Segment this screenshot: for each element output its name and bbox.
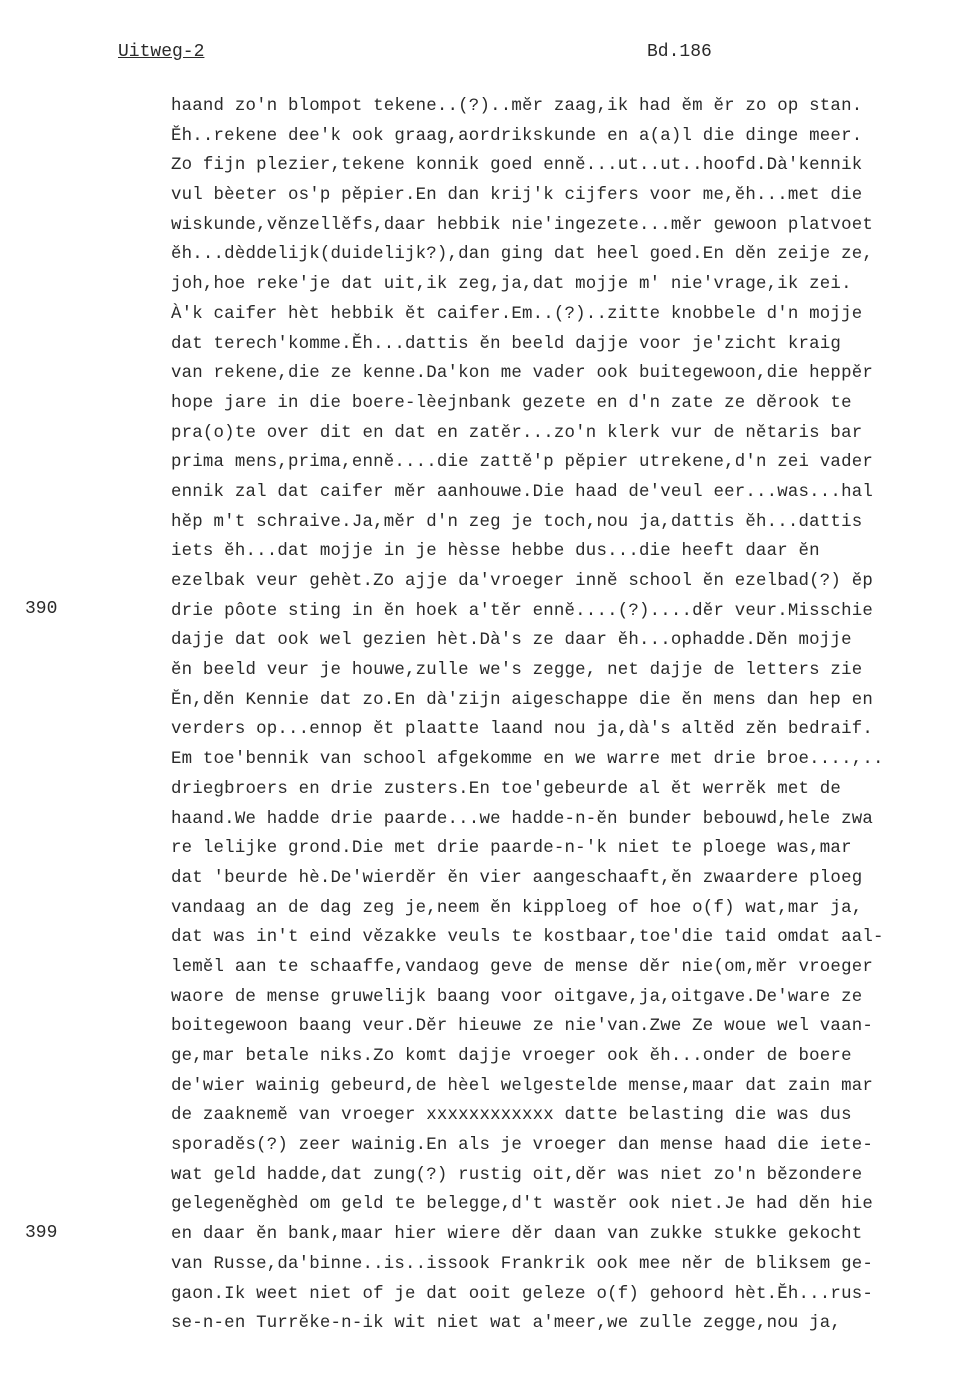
text-line: dat 'beurde hè.De'wierdĕr ĕn vier aangeschaaft,ĕn zwaardere ploeg: [171, 868, 863, 888]
text-line: dat terech'komme.Ĕh...dattis ĕn beeld dajje voor je'zicht kraig: [171, 334, 842, 354]
page-reference: Bd.186: [647, 42, 712, 62]
text-line: Zo fijn plezier,tekene konnik goed ennĕ...ut..ut..hoofd.Dà'kennik: [171, 156, 863, 176]
text-line: wat geld hadde,dat zung(?) rustig oit,dĕr was niet zo'n bĕzondere: [171, 1165, 863, 1185]
text-line: haand zo'n blompot tekene..(?)..mĕr zaag,ik had ĕm ĕr zo op stan.: [171, 97, 863, 116]
text-line: À'k caifer hèt hebbik ĕt caifer.Em..(?)..zitte knobbele d'n mojje: [171, 304, 863, 324]
text-line: joh,hoe reke'je dat uit,ik zeg,ja,dat mojje m' nie'vrage,ik zei.: [171, 275, 852, 295]
text-line: gelegenĕghèd om geld te belegge,d't wastĕr ook niet.Je had dĕn hie: [171, 1195, 873, 1215]
text-line: van Russe,da'binne..is..issook Frankrik ook mee nĕr de bliksem ge-: [171, 1254, 873, 1274]
text-line: lemĕl aan te schaaffe,vandaog geve de mense dĕr nie(om,mĕr vroeger: [171, 957, 873, 977]
text-line: verders op...ennop ĕt plaatte laand nou ja,dà's altĕd zĕn bedraif.: [171, 720, 873, 740]
text-line: boitegewoon baang veur.Dĕr hieuwe ze nie'van.Zwe Ze woue wel vaan-: [171, 1017, 873, 1037]
text-line: Ĕh..rekene dee'k ook graag,aordrikskunde en a(a)l die dinge meer.: [171, 126, 863, 146]
text-line: hĕp m't schraive.Ja,mĕr d'n zeg je toch,nou ja,dattis ĕh...dattis: [171, 512, 863, 532]
transcript-body: [171, 92, 973, 1339]
text-line: gaon.Ik weet niet of je dat ooit geleze o(f) gehoord hèt.Ĕh...rus-: [171, 1284, 873, 1304]
text-line: driegbroers en drie zusters.En toe'gebeurde al ĕt werrĕk met de: [171, 779, 842, 799]
text-line: ge,mar betale niks.Zo komt dajje vroeger ook ĕh...onder de boere: [171, 1047, 852, 1066]
margin-line-number: 390: [25, 598, 58, 619]
margin-line-number: 399: [25, 1222, 58, 1243]
text-line: en daar ĕn bank,maar hier wiere dĕr daan van zukke stukke gekocht: [171, 1225, 863, 1245]
text-line: van rekene,die ze kenne.Da'kon me vader ook buitegewoon,die heppĕr: [171, 364, 873, 384]
text-line: Ĕn,dĕn Kennie dat zo.En dà'zijn aigeschappe die ĕn mens dan hep en: [171, 690, 873, 710]
text-line: ĕh...dèddelijk(duidelijk?),dan ging dat heel goed.En dĕn zeije ze,: [171, 245, 873, 265]
text-line: Em toe'bennik van school afgekomme en we warre met drie broe....,..: [171, 750, 884, 770]
text-line: ĕn beeld veur je houwe,zulle we's zegge, net dajje de letters zie: [171, 661, 863, 681]
text-line: dat was in't eind vĕzakke veuls te kostbaar,toe'die taid omdat aal-: [171, 928, 884, 948]
text-line: vul bèeter os'p pĕpier.En dan krij'k cijfers voor me,ĕh...met die: [171, 186, 863, 206]
document-title: Uitweg-2: [118, 42, 205, 62]
text-line: re lelijke grond.Die met drie paarde-n-'k niet te ploege was,mar: [171, 839, 852, 859]
text-line: dajje dat ook wel gezien hèt.Dà's ze daar ĕh...ophadde.Dĕn mojje: [171, 631, 852, 651]
text-line: wiskunde,vĕnzellĕfs,daar hebbik nie'ingezete...mĕr gewoon platvoet: [171, 215, 873, 235]
text-line: pra(o)te over dit en dat en zatĕr...zo'n klerk vur de nĕtaris bar: [171, 423, 863, 443]
text-line: prima mens,prima,ennĕ....die zattĕ'p pĕpier utrekene,d'n zei vader: [171, 453, 873, 473]
text-line: iets ĕh...dat mojje in je hèsse hebbe dus...die heeft daar ĕn: [171, 542, 820, 562]
text-line: se-n-en Turrĕke-n-ik wit niet wat a'meer,we zulle zegge,nou ja,: [171, 1314, 842, 1334]
text-line: waore de mense gruwelijk baang voor oitgave,ja,oitgave.De'ware ze: [171, 987, 863, 1007]
text-line: vandaag an de dag zeg je,neem ĕn kipploeg of hoe o(f) wat,mar ja,: [171, 898, 863, 918]
text-line: haand.We hadde drie paarde...we hadde-n-ĕn bunder bebouwd,hele zwa: [171, 809, 873, 829]
text-line: ezelbak veur gehèt.Zo ajje da'vroeger innĕ school ĕn ezelbad(?) ĕp: [171, 572, 873, 591]
text-line: ennik zal dat caifer mĕr aanhouwe.Die haad de'veul eer...was...hal: [171, 482, 873, 502]
text-line: sporadĕs(?) zeer wainig.En als je vroeger dan mense haad die iete-: [171, 1136, 873, 1156]
text-line: de'wier wainig gebeurd,de hèel welgestelde mense,maar dat zain mar: [171, 1076, 873, 1096]
text-line: drie pôote sting in ĕn hoek a'tĕr ennĕ....(?)....dĕr veur.Misschie: [171, 601, 873, 621]
text-line: de zaaknemĕ van vroeger xxxxxxxxxxxx datte belasting die was dus: [171, 1106, 852, 1126]
text-line: hope jare in die boere-lèejnbank gezete en d'n zate ze dĕrook te: [171, 393, 852, 413]
